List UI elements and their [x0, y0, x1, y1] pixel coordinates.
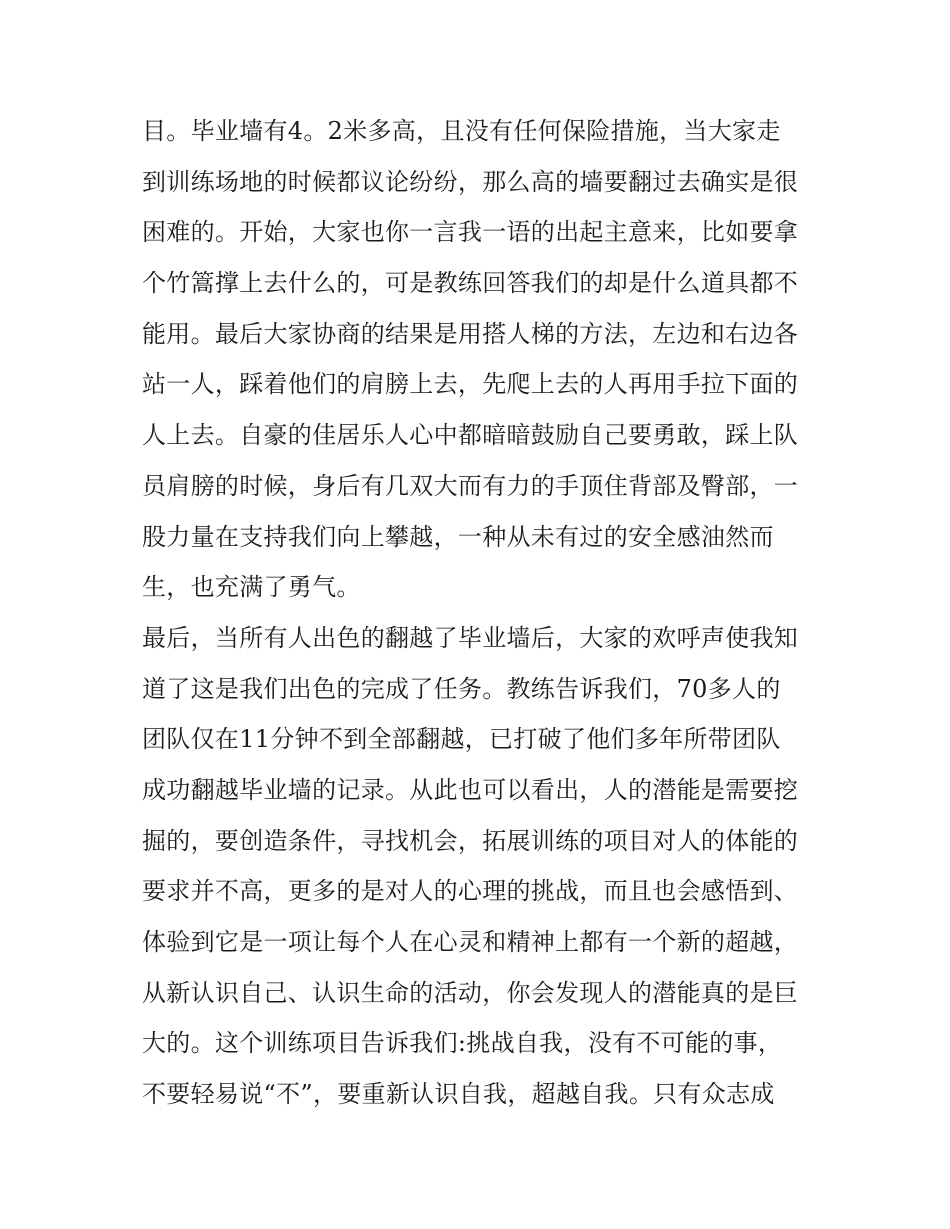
- text-line: 不要轻易说“不”，要重新认识自我，超越自我。只有众志成: [142, 1080, 775, 1109]
- text-line: 股力量在支持我们向上攀越，一种从未有过的安全感油然而: [142, 522, 774, 551]
- text-line: 人上去。自豪的佳居乐人心中都暗暗鼓励自己要勇敢，踩上队: [142, 421, 799, 450]
- text-line: 站一人，踩着他们的肩膀上去，先爬上去的人再用手拉下面的: [142, 370, 799, 399]
- text-line: 困难的。开始，大家也你一言我一语的出起主意来，比如要拿: [142, 218, 799, 247]
- text-line: 大的。这个训练项目告诉我们:挑战自我，没有不可能的事，: [142, 1029, 783, 1058]
- text-line: 目。毕业墙有4。2米多高，且没有任何保险措施，当大家走: [142, 117, 781, 145]
- paragraph-1: [142, 106, 832, 613]
- text-line: 体验到它是一项让每个人在心灵和精神上都有一个新的超越，: [142, 928, 799, 956]
- text-line: 员肩膀的时候，身后有几双大而有力的手顶住背部及臀部，一: [142, 471, 799, 500]
- text-line: 团队仅在11分钟不到全部翻越，已打破了他们多年所带团队: [142, 725, 781, 754]
- body-text: [142, 106, 832, 1120]
- text-line: 要求并不高，更多的是对人的心理的挑战，而且也会感悟到、: [142, 877, 799, 906]
- text-line: 掘的，要创造条件，寻找机会，拓展训练的项目对人的体能的: [142, 826, 799, 855]
- paragraph-2: [142, 613, 832, 1120]
- text-line: 生，也充满了勇气。: [142, 573, 361, 602]
- text-line: 个竹篙撑上去什么的，可是教练回答我们的却是什么道具都不: [142, 269, 799, 298]
- text-line: 最后，当所有人出色的翻越了毕业墙后，大家的欢呼声使我知: [142, 623, 799, 652]
- text-line: 从新认识自己、认识生命的活动，你会发现人的潜能真的是巨: [142, 978, 799, 1007]
- text-line: 道了这是我们出色的完成了任务。教练告诉我们，70多人的: [142, 674, 781, 703]
- text-line: 能用。最后大家协商的结果是用搭人梯的方法，左边和右边各: [142, 319, 799, 348]
- text-line: 成功翻越毕业墙的记录。从此也可以看出，人的潜能是需要挖: [142, 775, 799, 804]
- text-line: 到训练场地的时候都议论纷纷，那么高的墙要翻过去确实是很: [142, 167, 799, 196]
